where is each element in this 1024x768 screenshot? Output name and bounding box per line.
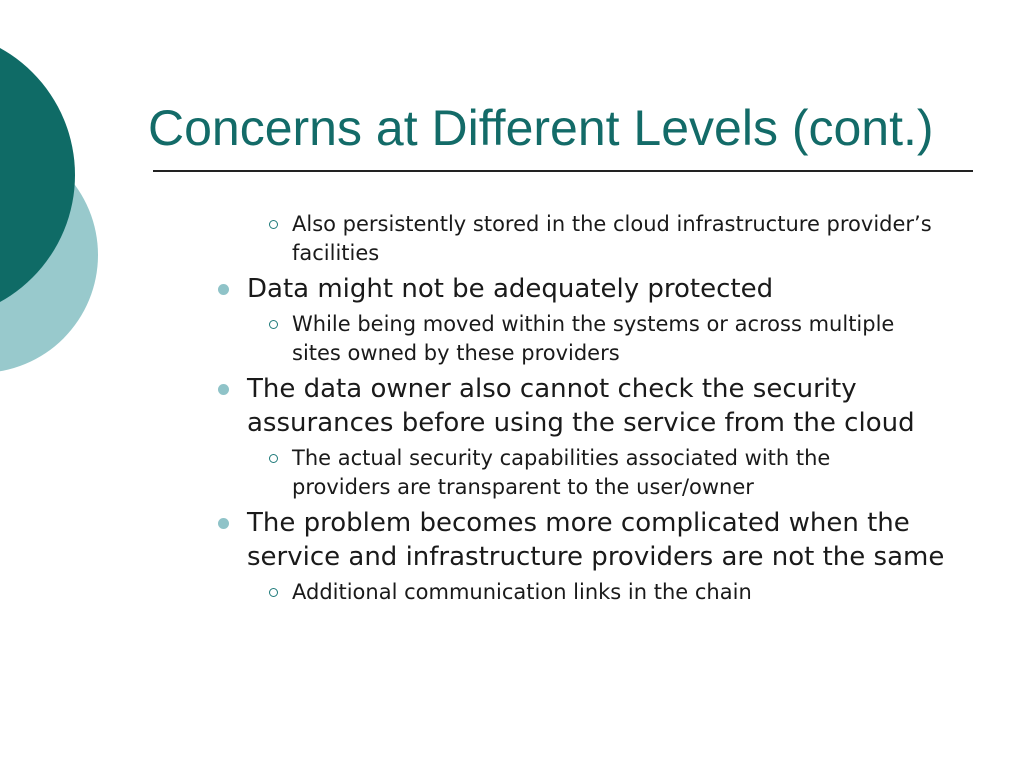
bullet-text: The data owner also cannot check the security assurances before using the service from the cloud [247,374,915,438]
sub-bullet-item [292,578,932,607]
bullet-text: Additional communication links in the chain [292,580,752,604]
filled-circle-bullet-icon [218,518,229,529]
hollow-circle-bullet-icon [269,320,278,329]
filled-circle-bullet-icon [218,284,229,295]
bullet-list [0,210,1024,609]
bullet-text: The actual security capabilities associated with the providers are transparent to the user/owner [292,446,831,499]
sub-bullet-item [292,444,932,502]
bullet-text: The problem becomes more complicated when the service and infrastructure providers are not the same [247,508,945,572]
bullet-item [247,506,947,574]
bullet-item [247,272,947,306]
sub-bullet-item [292,310,932,368]
filled-circle-bullet-icon [218,384,229,395]
hollow-circle-bullet-icon [269,220,278,229]
bullet-text: Data might not be adequately protected [247,274,774,304]
hollow-circle-bullet-icon [269,454,278,463]
bullet-item [247,372,947,440]
bullet-text: Also persistently stored in the cloud infrastructure provider’s facilities [292,212,932,265]
sub-bullet-item [292,210,932,268]
hollow-circle-bullet-icon [269,588,278,597]
bullet-text: While being moved within the systems or across multiple sites owned by these providers [292,312,895,365]
slide-title: Concerns at Different Levels (cont.) [148,100,934,156]
title-divider [153,170,973,172]
